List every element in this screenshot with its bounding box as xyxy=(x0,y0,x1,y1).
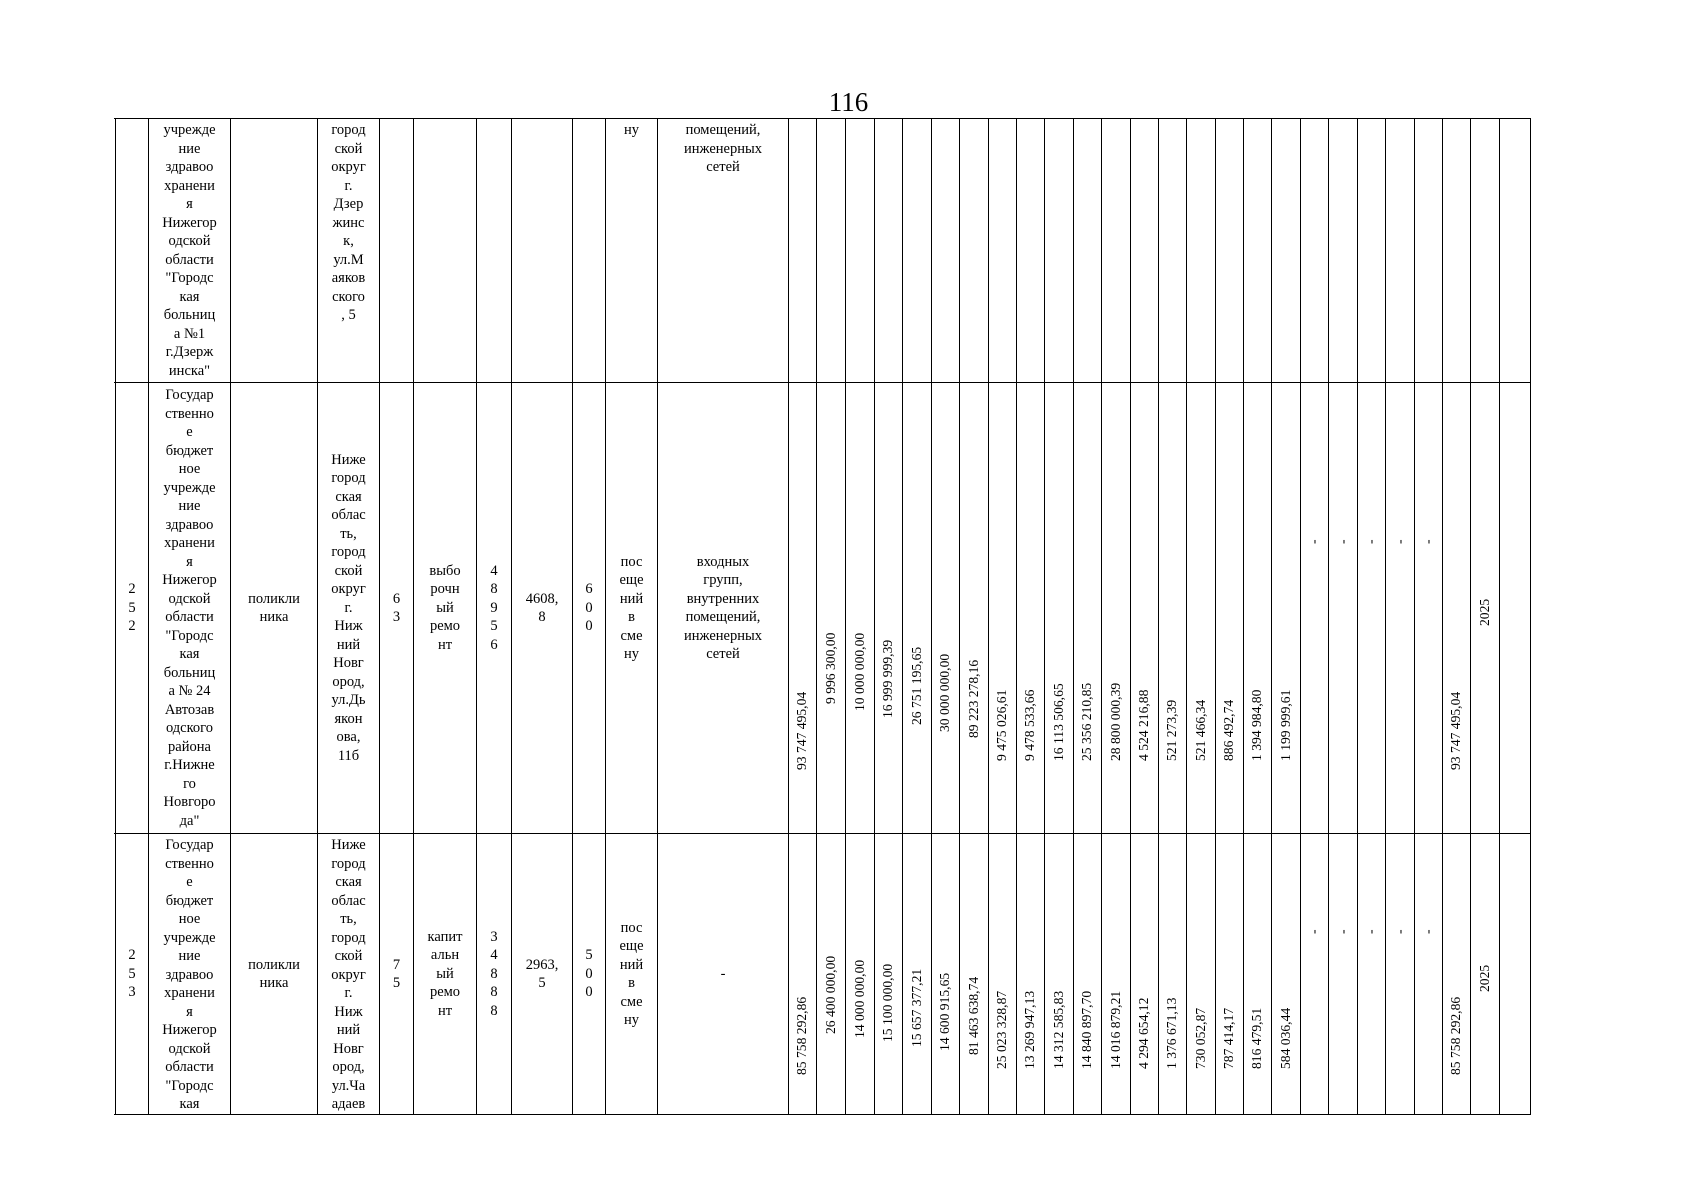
column-border xyxy=(1044,118,1045,1114)
cell-unit xyxy=(606,383,657,833)
column-border xyxy=(931,118,932,1114)
column-border xyxy=(845,118,846,1114)
cell-type xyxy=(231,119,317,382)
cell-scope xyxy=(658,119,788,382)
column-border xyxy=(1215,118,1216,1114)
column-border xyxy=(902,118,903,1114)
amount-value: 1 376 671,13 xyxy=(1164,997,1179,1069)
column-border xyxy=(816,118,817,1114)
cell-text-type: поликли ника xyxy=(248,590,300,625)
page-number: 116 xyxy=(828,87,869,117)
amount-value: - xyxy=(1334,929,1350,934)
column-border xyxy=(1016,118,1017,1114)
cell-text-unit: ну xyxy=(623,122,639,138)
amount-value: 14 016 879,21 xyxy=(1107,990,1123,1069)
cell-text-scope: помещений, инженерных сетей xyxy=(684,122,762,175)
column-border xyxy=(1442,118,1443,1114)
amount-value: 4 294 654,12 xyxy=(1136,997,1151,1069)
amount-value: 584 036,44 xyxy=(1277,1007,1293,1069)
cell-text-address: город ской округ г. Дзер жинс к, ул.М аяков ского , 5 xyxy=(331,122,366,323)
cell-code xyxy=(477,119,511,382)
cell-work xyxy=(414,383,476,833)
cell-text-year: 6 3 xyxy=(392,590,401,625)
amount-value: 521 273,39 xyxy=(1164,699,1179,761)
cell-area xyxy=(512,119,572,382)
amount-value: - xyxy=(1391,929,1407,934)
amount-value: 25 356 210,85 xyxy=(1079,682,1094,761)
cell-text-code: 3 4 8 8 8 xyxy=(490,928,498,1019)
amount-value: 89 223 278,16 xyxy=(965,659,981,738)
amount-value: - xyxy=(1306,929,1321,934)
amount-value: 30 000 000,00 xyxy=(937,653,952,732)
cell-code xyxy=(477,383,511,833)
amount-value: 14 600 915,65 xyxy=(937,972,952,1051)
cell-scope xyxy=(658,383,788,833)
amount-value: 93 747 495,04 xyxy=(1448,691,1463,770)
cell-area xyxy=(512,383,572,833)
amount-value: 13 269 947,13 xyxy=(1022,990,1037,1069)
cell-text-num: 2 5 2 xyxy=(128,581,136,635)
amount-value: 16 999 999,39 xyxy=(880,639,895,718)
cell-text-area: 2963, 5 xyxy=(525,956,559,991)
cell-type xyxy=(231,383,317,833)
amount-value: 730 052,87 xyxy=(1192,1007,1208,1069)
amount-value: 85 758 292,86 xyxy=(794,996,809,1075)
column-border xyxy=(1186,118,1187,1114)
amount-value: 93 747 495,04 xyxy=(794,691,809,770)
cell-name xyxy=(149,383,230,833)
cell-text-work: выбо рочн ый ремо нт xyxy=(429,562,461,653)
cell-text-capacity: 5 0 0 xyxy=(585,947,593,1001)
cell-text-name: Государ ственно е бюджет ное учрежде ние здравоо хранени я Нижегор одской области "Городс кая больниц а № 24 Автозав одского района г.Нижне го Новгоро да" xyxy=(162,387,217,829)
column-border xyxy=(1414,118,1415,1114)
cell-text-address: Ниже город ская облас ть, город ской округ г. Ниж ний Новг ород, ул.Дь якон ова, 11б xyxy=(331,451,366,764)
column-border xyxy=(1300,118,1301,1114)
amount-value: 521 466,34 xyxy=(1192,699,1208,761)
cell-capacity xyxy=(573,383,605,833)
amount-value: 1 199 999,61 xyxy=(1277,689,1293,761)
cell-address xyxy=(318,119,379,382)
amount-value: 1 394 984,80 xyxy=(1249,689,1264,761)
cell-text-code: 4 8 9 5 6 xyxy=(490,562,498,653)
cell-year xyxy=(380,834,413,1114)
amount-value: 4 524 216,88 xyxy=(1136,689,1151,761)
cell-text-num: 2 5 3 xyxy=(128,947,136,1001)
cell-scope xyxy=(658,834,788,1114)
cell-unit xyxy=(606,119,657,382)
column-border xyxy=(1243,118,1244,1114)
amount-value: 81 463 638,74 xyxy=(965,976,981,1055)
amount-value: 14 840 897,70 xyxy=(1079,990,1094,1069)
cell-area xyxy=(512,834,572,1114)
amount-value: - xyxy=(1420,539,1435,544)
amount-value: 14 312 585,83 xyxy=(1050,990,1066,1069)
cell-text-capacity: 6 0 0 xyxy=(585,581,593,635)
finish-year: 2025 xyxy=(1476,598,1492,626)
amount-value: 26 751 195,65 xyxy=(908,646,924,725)
column-border xyxy=(1385,118,1386,1114)
amount-value: - xyxy=(1363,929,1378,934)
cell-text-area: 4608, 8 xyxy=(525,590,559,625)
amount-value: 14 000 000,00 xyxy=(851,959,867,1038)
amount-value: - xyxy=(1420,929,1435,934)
cell-address xyxy=(318,383,379,833)
cell-type xyxy=(231,834,317,1114)
amount-value: - xyxy=(1363,539,1378,544)
cell-text-name: учрежде ние здравоо хранени я Нижегор одской области "Городс кая больниц а №1 г.Дзерж инска" xyxy=(162,122,217,379)
cell-text-year: 7 5 xyxy=(392,956,401,991)
amount-value: 816 479,51 xyxy=(1249,1007,1264,1069)
column-border xyxy=(1130,118,1131,1114)
cell-text-scope: - xyxy=(720,965,726,982)
cell-text-type: поликли ника xyxy=(248,956,300,991)
cell-text-address: Ниже город ская облас ть, город ской округ г. Ниж ний Новг ород, ул.Ча адаев xyxy=(331,837,366,1112)
amount-value: 10 000 000,00 xyxy=(851,632,867,711)
cell-num xyxy=(116,383,148,833)
column-border xyxy=(988,118,989,1114)
amount-value: 16 113 506,65 xyxy=(1050,683,1066,761)
cell-year xyxy=(380,383,413,833)
column-border xyxy=(1328,118,1329,1114)
cell-text-work: капит альн ый ремо нт xyxy=(427,928,463,1019)
amount-value: - xyxy=(1306,539,1321,544)
cell-year xyxy=(380,119,413,382)
amount-value: 787 414,17 xyxy=(1221,1007,1236,1069)
cell-work xyxy=(414,119,476,382)
amount-value: 9 996 300,00 xyxy=(822,632,838,704)
cell-capacity xyxy=(573,834,605,1114)
cell-work xyxy=(414,834,476,1114)
cell-name xyxy=(149,834,230,1114)
column-border xyxy=(1271,118,1272,1114)
cell-address xyxy=(318,834,379,1114)
amount-value: 15 100 000,00 xyxy=(880,963,895,1042)
cell-capacity xyxy=(573,119,605,382)
column-border xyxy=(1470,118,1471,1114)
column-border xyxy=(1530,118,1531,1114)
column-border xyxy=(1357,118,1358,1114)
amount-value: - xyxy=(1391,539,1407,544)
cell-num xyxy=(116,119,148,382)
amount-value: 25 023 328,87 xyxy=(994,990,1009,1069)
amount-value: 28 800 000,39 xyxy=(1107,682,1123,761)
column-border xyxy=(1499,118,1500,1114)
cell-name xyxy=(149,119,230,382)
cell-text-unit: пос еще ний в сме ну xyxy=(619,919,644,1028)
cell-code xyxy=(477,834,511,1114)
amount-value: 886 492,74 xyxy=(1221,699,1236,761)
cell-text-scope: входных групп, внутренних помещений, инженерных сетей xyxy=(684,553,762,662)
amount-value: 85 758 292,86 xyxy=(1448,996,1463,1075)
finish-year: 2025 xyxy=(1476,964,1492,992)
column-border xyxy=(1101,118,1102,1114)
column-border xyxy=(959,118,960,1114)
cell-text-name: Государ ственно е бюджет ное учрежде ние здравоо хранени я Нижегор одской области "Городс кая xyxy=(162,837,217,1112)
column-border xyxy=(1158,118,1159,1114)
column-border xyxy=(874,118,875,1114)
row-border xyxy=(114,1114,1531,1115)
column-border xyxy=(1073,118,1074,1114)
amount-value: 9 475 026,61 xyxy=(994,689,1009,761)
cell-num xyxy=(116,834,148,1114)
cell-text-unit: пос еще ний в сме ну xyxy=(619,553,644,662)
amount-value: 26 400 000,00 xyxy=(822,955,838,1034)
amount-value: 9 478 533,66 xyxy=(1022,689,1037,761)
amount-value: 15 657 377,21 xyxy=(908,968,924,1047)
cell-unit xyxy=(606,834,657,1114)
column-border xyxy=(788,118,789,1114)
amount-value: - xyxy=(1334,539,1350,544)
